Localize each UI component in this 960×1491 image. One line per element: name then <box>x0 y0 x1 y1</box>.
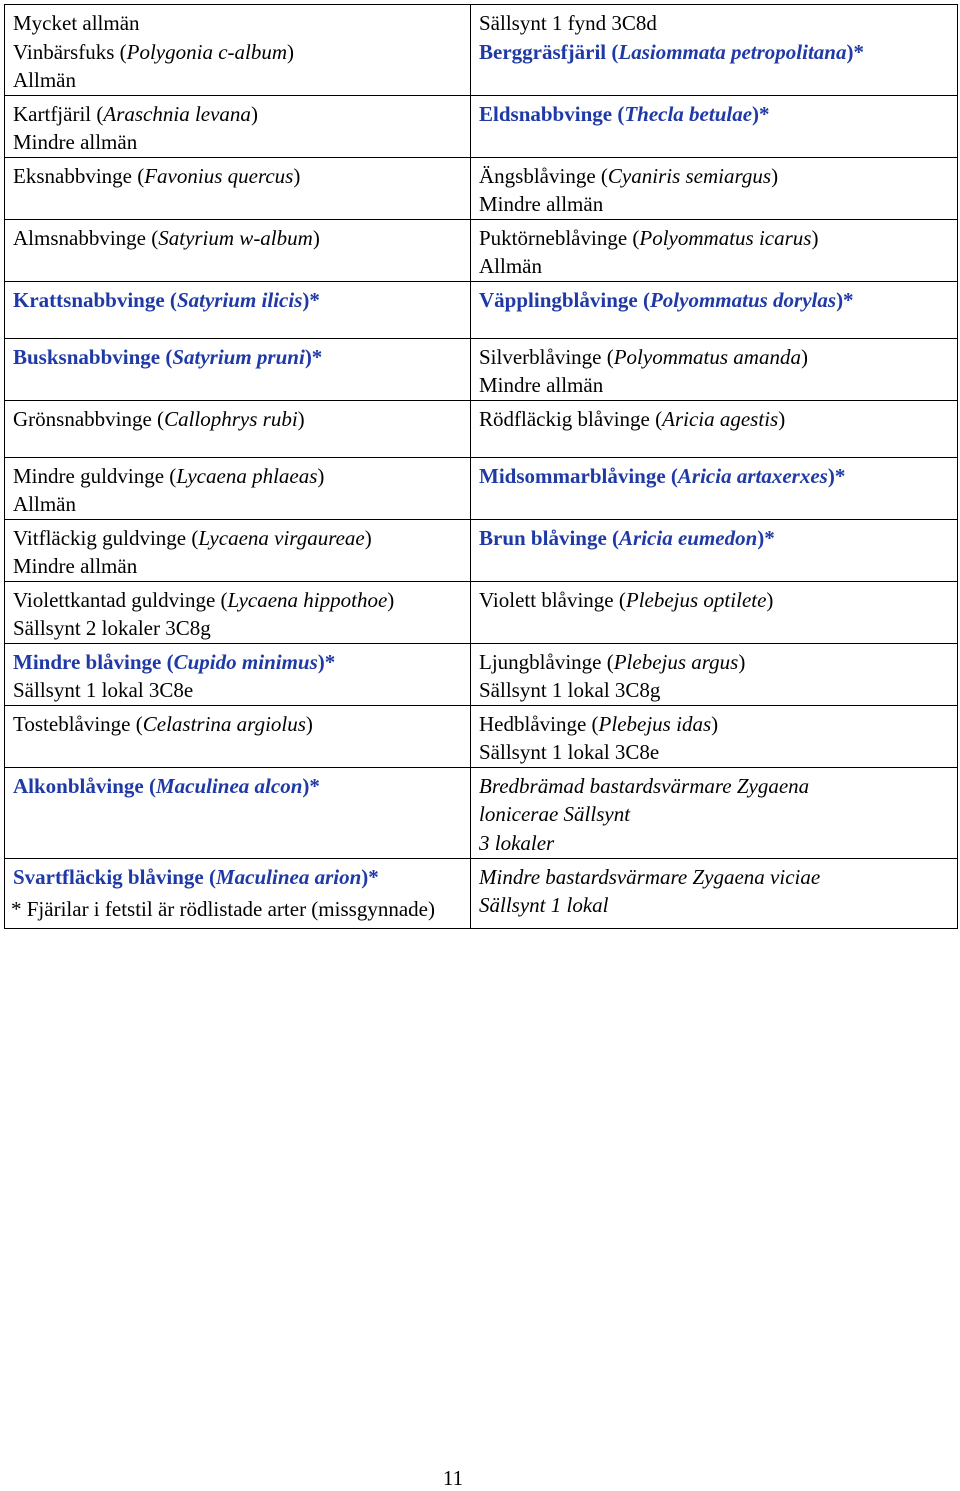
species-cell-left <box>5 643 471 705</box>
redlisted-species-line <box>479 524 949 553</box>
latin-name: Maculinea alcon <box>155 773 303 798</box>
species-line <box>13 586 462 615</box>
latin-name: Callophrys rubi <box>164 406 298 431</box>
species-line <box>479 190 949 219</box>
latin-name: Polyommatus dorylas <box>649 287 837 312</box>
text-run: ) <box>317 463 325 488</box>
text-run: Tosteblåvinge ( <box>13 711 143 736</box>
species-cell-right <box>471 643 958 705</box>
species-line <box>13 462 462 491</box>
species-line <box>13 100 462 129</box>
footnote: * Fjärilar i fetstil är rödlistade arter (missgynnade) <box>11 897 435 921</box>
species-line <box>479 738 949 767</box>
species-line <box>479 224 949 253</box>
table-row <box>5 581 958 643</box>
text-run: ) <box>305 711 313 736</box>
text-run: ) <box>711 711 719 736</box>
species-line <box>479 371 949 400</box>
species-cell-right <box>471 5 958 96</box>
text-run: )* <box>302 773 320 798</box>
species-cell-right <box>471 338 958 400</box>
text-run: Mycket allmän <box>13 11 140 35</box>
latin-name: Araschnia levana <box>103 101 251 126</box>
latin-name: lonicerae Sällsynt <box>479 802 631 826</box>
text-run: Väpplingblåvinge ( <box>479 287 650 312</box>
text-run: )* <box>836 287 854 312</box>
species-line <box>13 66 462 95</box>
text-run: )* <box>302 287 320 312</box>
species-cell-right <box>471 581 958 643</box>
text-run: ) <box>250 101 258 126</box>
text-run: Vitfläckig guldvinge ( <box>13 525 199 550</box>
species-cell-right <box>471 95 958 157</box>
text-run: Sällsynt 1 fynd 3C8d <box>479 11 657 35</box>
text-run: Ängsblåvinge ( <box>479 163 608 188</box>
text-run: Allmän <box>13 68 76 92</box>
species-cell-right <box>471 281 958 338</box>
table-row <box>5 219 958 281</box>
species-cell-left <box>5 219 471 281</box>
species-line <box>479 343 949 372</box>
species-line <box>479 648 949 677</box>
species-line <box>479 863 949 892</box>
text-run: )* <box>846 39 864 64</box>
species-line <box>479 710 949 739</box>
text-run: Violettkantad guldvinge ( <box>13 587 228 612</box>
text-run: ) <box>811 225 819 250</box>
species-cell-left <box>5 5 471 96</box>
text-run: Allmän <box>13 492 76 516</box>
text-run: Hedblåvinge ( <box>479 711 599 736</box>
redlisted-species-line <box>479 100 949 129</box>
species-line <box>479 829 949 858</box>
species-cell-right <box>471 457 958 519</box>
text-run: )* <box>757 525 775 550</box>
text-run: Mindre allmän <box>479 192 604 216</box>
text-run: Eksnabbvinge ( <box>13 163 145 188</box>
species-cell-right <box>471 519 958 581</box>
species-cell-left <box>5 581 471 643</box>
text-run: )* <box>317 649 336 674</box>
redlisted-species-line <box>479 38 949 67</box>
text-run: Rödfläckig blåvinge ( <box>479 406 663 431</box>
species-line <box>479 162 949 191</box>
table-row <box>5 281 958 338</box>
species-line <box>13 128 462 157</box>
text-run: Mindre guldvinge ( <box>13 463 177 488</box>
species-line <box>13 162 462 191</box>
text-run: ) <box>766 587 774 612</box>
text-run: Eldsnabbvinge ( <box>479 101 625 126</box>
table-row <box>5 519 958 581</box>
species-cell-right <box>471 400 958 457</box>
text-run: Puktörneblåvinge ( <box>479 225 640 250</box>
text-run: Mindre allmän <box>13 130 138 154</box>
text-run: Vinbärsfuks ( <box>13 39 127 64</box>
latin-name: Favonius quercus <box>144 163 294 188</box>
table-row <box>5 643 958 705</box>
latin-name: Plebejus argus <box>613 649 739 674</box>
text-run: Busksnabbvinge ( <box>13 344 173 369</box>
text-run: Brun blåvinge ( <box>479 525 620 550</box>
text-run: Violett blåvinge ( <box>479 587 626 612</box>
text-run: Mindre allmän <box>13 554 138 578</box>
text-run: )* <box>827 463 846 488</box>
text-run: Berggräsfjäril ( <box>479 39 619 64</box>
text-run: Sällsynt 1 lokal 3C8g <box>479 678 661 702</box>
species-line <box>479 252 949 281</box>
text-run: Ljungblåvinge ( <box>479 649 614 674</box>
redlisted-species-line <box>13 863 462 892</box>
redlisted-species-line <box>13 343 462 372</box>
text-run: ) <box>287 39 295 64</box>
redlisted-species-line <box>13 286 462 315</box>
latin-name: Cyaniris semiargus <box>607 163 772 188</box>
text-run: Kartfjäril ( <box>13 101 104 126</box>
latin-name: Mindre bastardsvärmare Zygaena viciae <box>479 864 821 889</box>
latin-name: Satyrium ilicis <box>176 287 303 312</box>
text-run: Silverblåvinge ( <box>479 344 614 369</box>
latin-name: Satyrium w-album <box>158 225 313 250</box>
latin-name: Polygonia c-album <box>126 39 288 64</box>
latin-name: Aricia artaxerxes <box>677 463 828 488</box>
text-run: ) <box>387 587 395 612</box>
species-cell-left <box>5 767 471 858</box>
text-run: Mindre blåvinge ( <box>13 649 174 674</box>
redlisted-species-line <box>13 772 462 801</box>
text-run: )* <box>361 864 379 889</box>
text-run: Alkonblåvinge ( <box>13 773 156 798</box>
latin-name: Thecla betulae <box>624 101 753 126</box>
redlisted-species-line <box>479 286 949 315</box>
latin-name: Aricia agestis <box>662 406 779 431</box>
text-run: Svartfläckig blåvinge ( <box>13 864 216 889</box>
table-row <box>5 400 958 457</box>
species-line <box>479 891 949 920</box>
text-run: Mindre allmän <box>479 373 604 397</box>
species-cell-left <box>5 95 471 157</box>
table-row <box>5 338 958 400</box>
species-cell-right <box>471 157 958 219</box>
redlisted-species-line <box>479 462 949 491</box>
text-run: ) <box>293 163 301 188</box>
species-line <box>479 800 949 829</box>
latin-name: Lycaena hippothoe <box>227 587 388 612</box>
latin-name: Cupido minimus <box>173 649 318 674</box>
species-cell-left <box>5 400 471 457</box>
species-table-body <box>5 5 958 929</box>
species-line <box>13 9 462 38</box>
species-line <box>13 676 462 705</box>
species-cell-right <box>471 767 958 858</box>
species-cell-left <box>5 519 471 581</box>
latin-name: Polyommatus amanda <box>613 344 801 369</box>
text-run: ) <box>800 344 808 369</box>
text-run: ) <box>778 406 786 431</box>
text-run: )* <box>752 101 770 126</box>
species-line <box>13 614 462 643</box>
text-run: ) <box>312 225 320 250</box>
text-run: Sällsynt 1 lokal 3C8e <box>479 740 660 764</box>
latin-name: Lycaena virgaureae <box>198 525 365 550</box>
species-cell-left <box>5 157 471 219</box>
text-run: ) <box>771 163 779 188</box>
table-row <box>5 157 958 219</box>
species-line <box>13 405 462 434</box>
latin-name: Plebejus optilete <box>625 587 767 612</box>
latin-name: Lycaena phlaeas <box>176 463 318 488</box>
latin-name: Maculinea arion <box>216 864 362 889</box>
species-line <box>479 676 949 705</box>
species-line <box>13 710 462 739</box>
page-number: 11 <box>442 1466 464 1490</box>
species-line <box>479 772 949 801</box>
latin-name: Sällsynt 1 lokal <box>479 893 609 917</box>
table-row <box>5 95 958 157</box>
species-cell-right <box>471 219 958 281</box>
species-cell-left <box>5 338 471 400</box>
species-line <box>479 586 949 615</box>
species-line <box>13 552 462 581</box>
species-line <box>13 224 462 253</box>
table-row <box>5 5 958 96</box>
latin-name: Lasiommata petropolitana <box>618 39 847 64</box>
table-row <box>5 457 958 519</box>
latin-name: Polyommatus icarus <box>639 225 812 250</box>
species-table <box>4 4 958 929</box>
text-run: )* <box>304 344 323 369</box>
text-run: ) <box>297 406 305 431</box>
species-cell-left <box>5 705 471 767</box>
latin-name: Bredbrämad bastardsvärmare Zygaena <box>479 773 810 798</box>
text-run: Grönsnabbvinge ( <box>13 406 165 431</box>
text-run: Sällsynt 1 lokal 3C8e <box>13 678 194 702</box>
species-line <box>479 405 949 434</box>
latin-name: Satyrium pruni <box>172 344 305 369</box>
species-cell-left <box>5 281 471 338</box>
table-row <box>5 705 958 767</box>
table-row <box>5 767 958 858</box>
species-line <box>13 38 462 67</box>
text-run: Almsnabbvinge ( <box>13 225 159 250</box>
text-run: Allmän <box>479 254 542 278</box>
species-cell-left <box>5 457 471 519</box>
species-line <box>13 490 462 519</box>
text-run: Sällsynt 2 lokaler 3C8g <box>13 616 211 640</box>
species-cell-right <box>471 858 958 928</box>
latin-name: Plebejus idas <box>598 711 712 736</box>
species-cell-right <box>471 705 958 767</box>
redlisted-species-line <box>13 648 462 677</box>
text-run: ) <box>364 525 372 550</box>
latin-name: 3 lokaler <box>479 830 555 855</box>
text-run: ) <box>738 649 746 674</box>
text-run: Midsommarblåvinge ( <box>479 463 678 488</box>
text-run: Krattsnabbvinge ( <box>13 287 177 312</box>
latin-name: Aricia eumedon <box>619 525 758 550</box>
species-line <box>13 524 462 553</box>
species-line <box>479 9 949 38</box>
latin-name: Celastrina argiolus <box>142 711 306 736</box>
